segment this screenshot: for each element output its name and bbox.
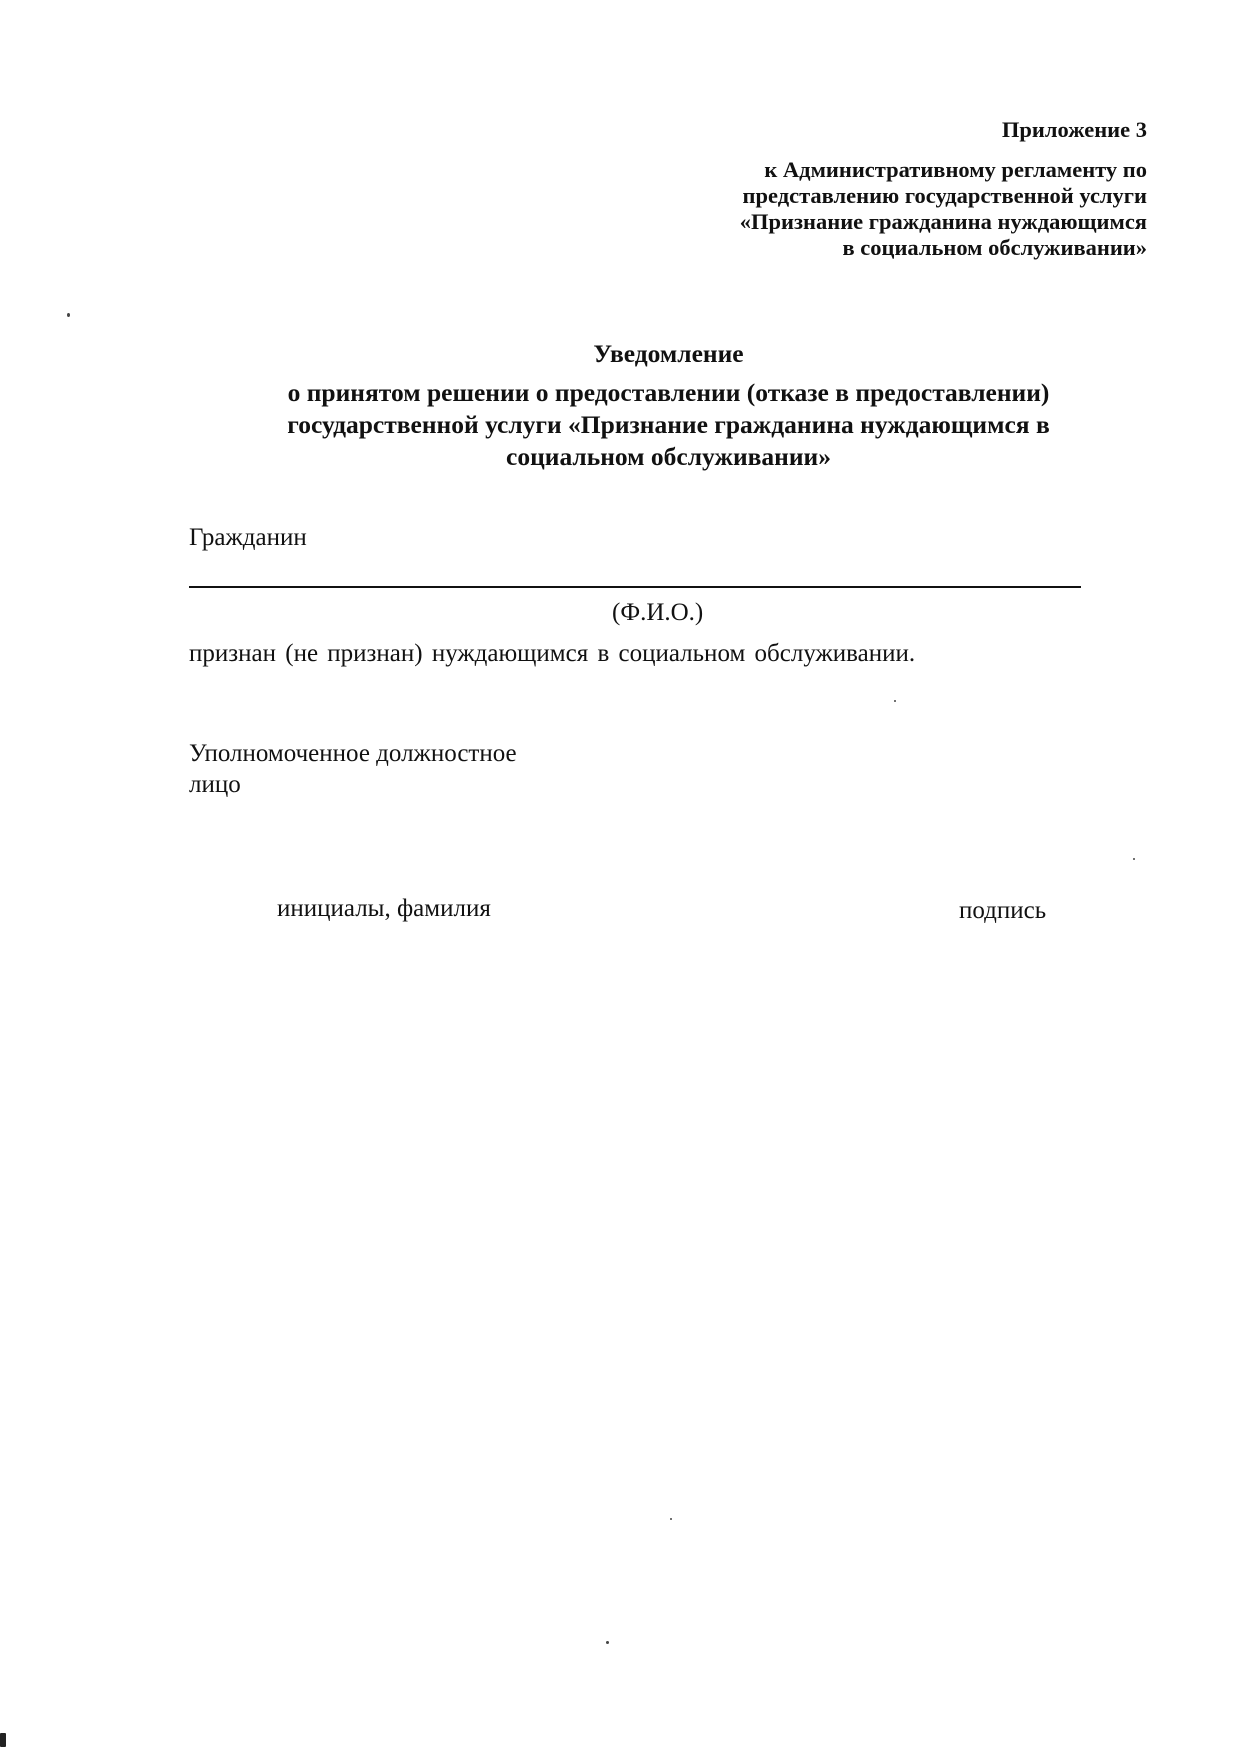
scan-speck xyxy=(1133,858,1135,860)
appendix-line: к Административному регламенту по xyxy=(764,157,1147,182)
scan-speck xyxy=(606,1641,609,1644)
scan-speck xyxy=(67,313,70,317)
notice-subtitle-line: о принятом решении о предоставлении (отказе в предоставлении) xyxy=(287,378,1050,407)
scan-edge-mark xyxy=(0,1733,6,1747)
recognition-statement: признан (не признан) нуждающимся в социальном обслуживании. xyxy=(189,640,916,667)
authorized-official-label xyxy=(189,738,517,800)
initials-surname-label: инициалы, фамилия xyxy=(277,895,491,922)
notice-subtitle-line: социальном обслуживании» xyxy=(506,442,831,471)
signature-label: подпись xyxy=(959,897,1047,924)
authorized-official-line: Уполномоченное должностное xyxy=(189,740,517,767)
fio-fill-line xyxy=(189,586,1081,588)
notice-subtitle xyxy=(150,377,1187,473)
appendix-line: в социальном обслуживании» xyxy=(842,235,1147,260)
appendix-block xyxy=(740,117,1147,261)
appendix-line: «Признание гражданина нуждающимся xyxy=(739,209,1147,234)
citizen-label: Гражданин xyxy=(189,524,307,551)
fio-caption: (Ф.И.О.) xyxy=(612,599,704,626)
authorized-official-line: лицо xyxy=(189,771,241,798)
scan-speck xyxy=(894,700,896,702)
appendix-title: Приложение 3 xyxy=(1001,117,1147,142)
notice-title: Уведомление xyxy=(593,339,744,368)
appendix-line: представлению государственной услуги xyxy=(742,183,1147,208)
scan-speck xyxy=(670,1518,672,1520)
notice-subtitle-line: государственной услуги «Признание гражданина нуждающимся в xyxy=(287,410,1050,439)
